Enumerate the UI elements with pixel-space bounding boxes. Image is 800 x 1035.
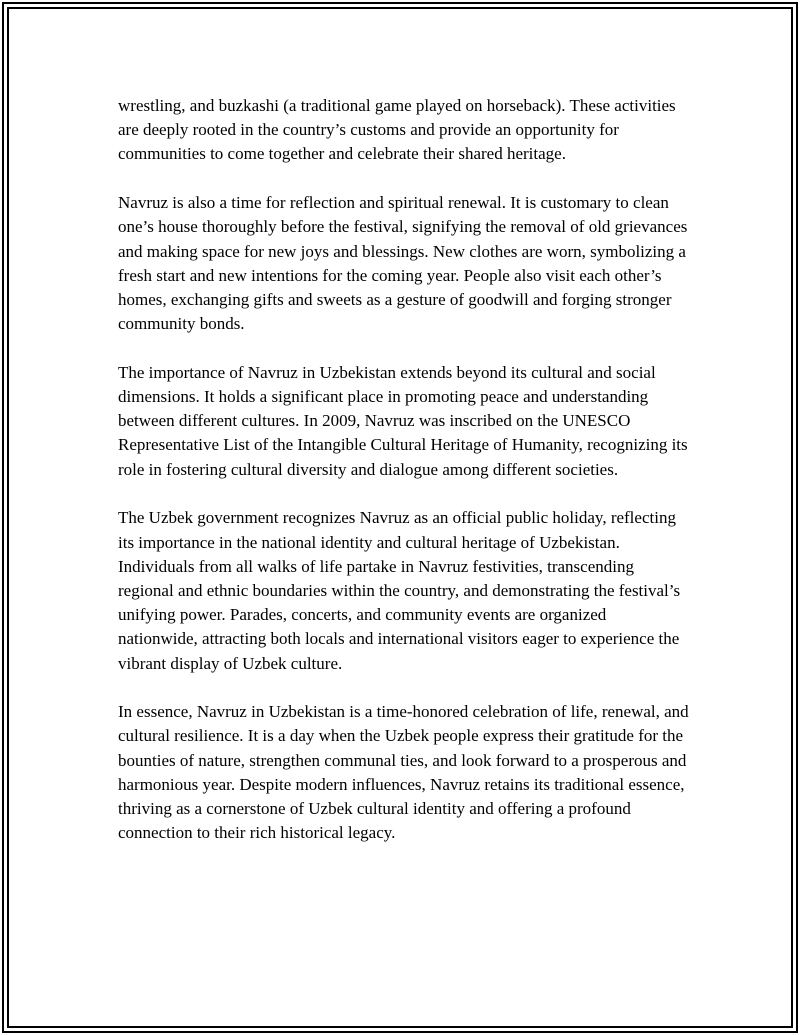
paragraph-2: Navruz is also a time for reflection and spiritual renewal. It is customary to clean one’s house thoroughly before the festival, signifying the removal of old grievances and making space for new joys and blessings. New clothes are worn, symbolizing a fresh start and new intentions for the coming year. People also visit each other’s homes, exchanging gifts and sweets as a gesture of goodwill and forging stronger community bonds. xyxy=(118,193,688,334)
paragraph-1: wrestling, and buzkashi (a traditional game played on horseback). These activities are deeply rooted in the country’s customs and provide an opportunity for communities to come together and celebrate their shared heritage. xyxy=(118,96,676,164)
paragraph-4: The Uzbek government recognizes Navruz as an official public holiday, reflecting its importance in the national identity and cultural heritage of Uzbekistan. Individuals from all walks of life partake in Navruz festivities, transcending regional and ethnic boundaries within the country, and demonstrating the festival’s unifying power. Parades, concerts, and community events are organized nationwide, attracting both locals and international visitors eager to experience the vibrant display of Uzbek culture. xyxy=(118,508,681,673)
paragraph-5: In essence, Navruz in Uzbekistan is a time-honored celebration of life, renewal, and cultural resilience. It is a day when the Uzbek people express their gratitude for the bounties of nature, strengthen communal ties, and look forward to a prosperous and harmonious year. Despite modern influences, Navruz retains its traditional essence, thriving as a cornerstone of Uzbek cultural identity and offering a profound connection to their rich historical legacy. xyxy=(118,702,689,843)
document-body xyxy=(118,94,690,870)
paragraph-3: The importance of Navruz in Uzbekistan extends beyond its cultural and social dimensions. It holds a significant place in promoting peace and understanding between different cultures. In 2009, Navruz was inscribed on the UNESCO Representative List of the Intangible Cultural Heritage of Humanity, recognizing its role in fostering cultural diversity and dialogue among different societies. xyxy=(118,362,688,479)
